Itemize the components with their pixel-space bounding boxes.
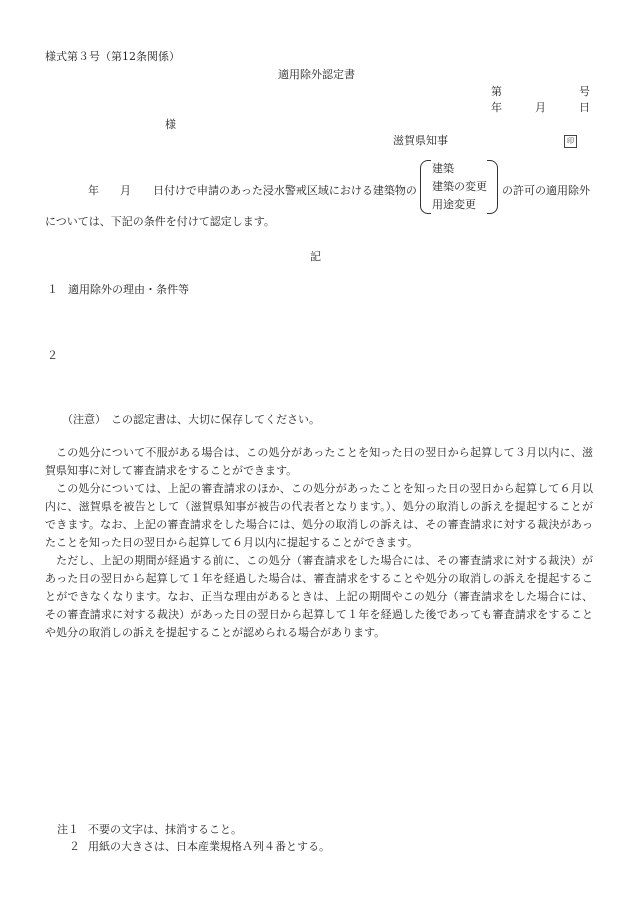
number-prefix: 第 — [491, 85, 502, 98]
paragraph-3: ただし、上記の期間が経過する前に、この処分（審査請求をした場合には、その審査請求に対する裁決）があった日の翌日から起算して１年を経過した場合は、審査請求をすることや処分の取消しの訴えを提起することができなくなります。なお、正当な理由があるときは、上記の期間やこの処分（審査請求をした場合には、その審査請求に対する裁決）があった日の翌日から起算して１年を経過した後であっても審査請求をすることや処分の取消しの訴えを提起することが認められる場合があります。 — [45, 554, 593, 639]
form-number: 様式第３号（第12条関係） — [45, 50, 180, 63]
note-1-text: 不要の文字は、抹消すること。 — [88, 823, 242, 836]
note-1-label: 注１ — [57, 823, 79, 836]
option-building-change: 建築の変更 — [432, 180, 487, 193]
paragraph-2: この処分については、上記の審査請求のほか、この処分があったことを知った日の翌日から起算して６月以内に、滋賀県を被告として（滋賀県知事が被告の代表者となります。）、処分の取消しの訴えを提起することができます。なお、上記の審査請求をした場合には、処分の取消しの訴えは、その審査請求に対する裁決があったことを知った日の翌日から起算して６月以内に提起することができます。 — [45, 482, 593, 549]
body-after-brace: の許可の適用除外 — [502, 184, 590, 197]
right-bracket — [487, 160, 498, 214]
notice-label: （注意） — [62, 413, 106, 426]
body-line2: については、下記の条件を付けて認定します。 — [45, 215, 275, 228]
date-day: 日 — [579, 101, 590, 114]
notice-text: この認定書は、大切に保存してください。 — [111, 413, 320, 426]
issuer: 滋賀県知事 — [393, 134, 448, 147]
body-month: 月 — [120, 184, 131, 197]
addressee-suffix: 様 — [165, 118, 176, 131]
appeal-paragraphs — [45, 444, 593, 642]
date-year: 年 — [491, 101, 502, 114]
ki-heading: 記 — [310, 250, 321, 263]
note-2-label: ２ — [69, 840, 80, 853]
seal-mark: 印 — [564, 135, 577, 148]
number-suffix: 号 — [579, 85, 590, 98]
item1-number: １ — [47, 283, 58, 296]
left-bracket — [420, 160, 431, 214]
paragraph-1: この処分について不服がある場合は、この処分があったことを知った日の翌日から起算して３月以内に、滋賀県知事に対して審査請求をすることができます。 — [45, 446, 593, 477]
brace-options — [420, 160, 498, 214]
item2-number: ２ — [47, 349, 58, 362]
date-month: 月 — [535, 101, 546, 114]
option-building: 建築 — [432, 162, 454, 175]
option-use-change: 用途変更 — [432, 198, 476, 211]
note-2-text: 用紙の大きさは、日本産業規格Ａ列４番とする。 — [88, 840, 330, 853]
item1-label: 適用除外の理由・条件等 — [68, 283, 189, 296]
body-year: 年 — [88, 184, 99, 197]
body-text: 日付けで申請のあった浸水警戒区域における建築物の — [153, 184, 417, 197]
document-title: 適用除外認定書 — [278, 68, 355, 81]
